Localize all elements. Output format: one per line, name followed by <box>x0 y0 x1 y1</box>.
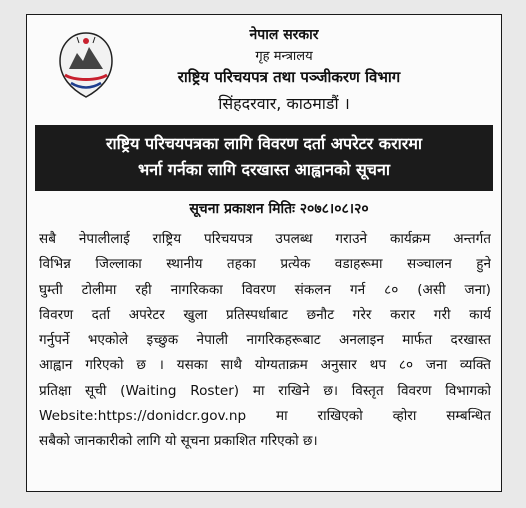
notice-title-banner <box>35 125 493 191</box>
body-line: विभिन्न जिल्लाका स्थानीय तहका प्रत्येक वडाहरूमा सञ्चालन हुने <box>39 256 491 273</box>
publication-date: सूचना प्रकाशन मितिः २०७८।०८।२० <box>189 201 369 217</box>
body-line: प्रतिक्षा सूची (Waiting Roster) मा राखिने छ। विस्तृत विवरण विभागको <box>39 382 491 399</box>
body-line: सबैको जानकारीको लागि यो सूचना प्रकाशित गरिएको छ। <box>39 433 318 450</box>
banner-line-2: भर्ना गर्नका लागि दरखास्त आह्वानको सूचना <box>138 160 390 179</box>
notice-frame <box>26 14 502 492</box>
notice-body <box>39 227 491 455</box>
department-name: राष्ट्रिय परिचयपत्र तथा पञ्जीकरण विभाग <box>177 68 401 86</box>
body-line: सबै नेपालीलाई राष्ट्रिय परिचयपत्र उपलब्ध गराउने कार्यक्रम अन्तर्गत <box>39 231 491 247</box>
body-line: आह्वान गरिएको छ । यसका साथै योग्यताक्रम अनुसार थप ८० जना व्यक्ति <box>39 357 491 374</box>
ministry-name: गृह मन्त्रालय <box>255 49 313 64</box>
body-line-website: Website:https://donidcr.gov.np मा राखिएको व्होरा सम्बन्धित <box>39 408 491 425</box>
body-line: घुम्ती टोलीमा रही नागरिकका विवरण संकलन गर्न ८० (असी जना) <box>39 281 491 298</box>
body-line: गर्नुपर्ने भएकोले इच्छुक नेपाली नागरिकहरूबाट अनलाइन मार्फत दरखास्त <box>39 332 491 349</box>
notice-header <box>27 15 501 133</box>
office-address: सिंहदरवार, काठमाडौं । <box>218 94 350 113</box>
government-name: नेपाल सरकार <box>249 27 319 43</box>
banner-line-1: राष्ट्रिय परिचयपत्रका लागि विवरण दर्ता अपरेटर करारमा <box>105 134 423 153</box>
body-line: विवरण दर्ता अपरेटर खुला प्रतिस्पर्धाबाट छनौट गरेर करार गरी कार्य <box>39 306 491 323</box>
